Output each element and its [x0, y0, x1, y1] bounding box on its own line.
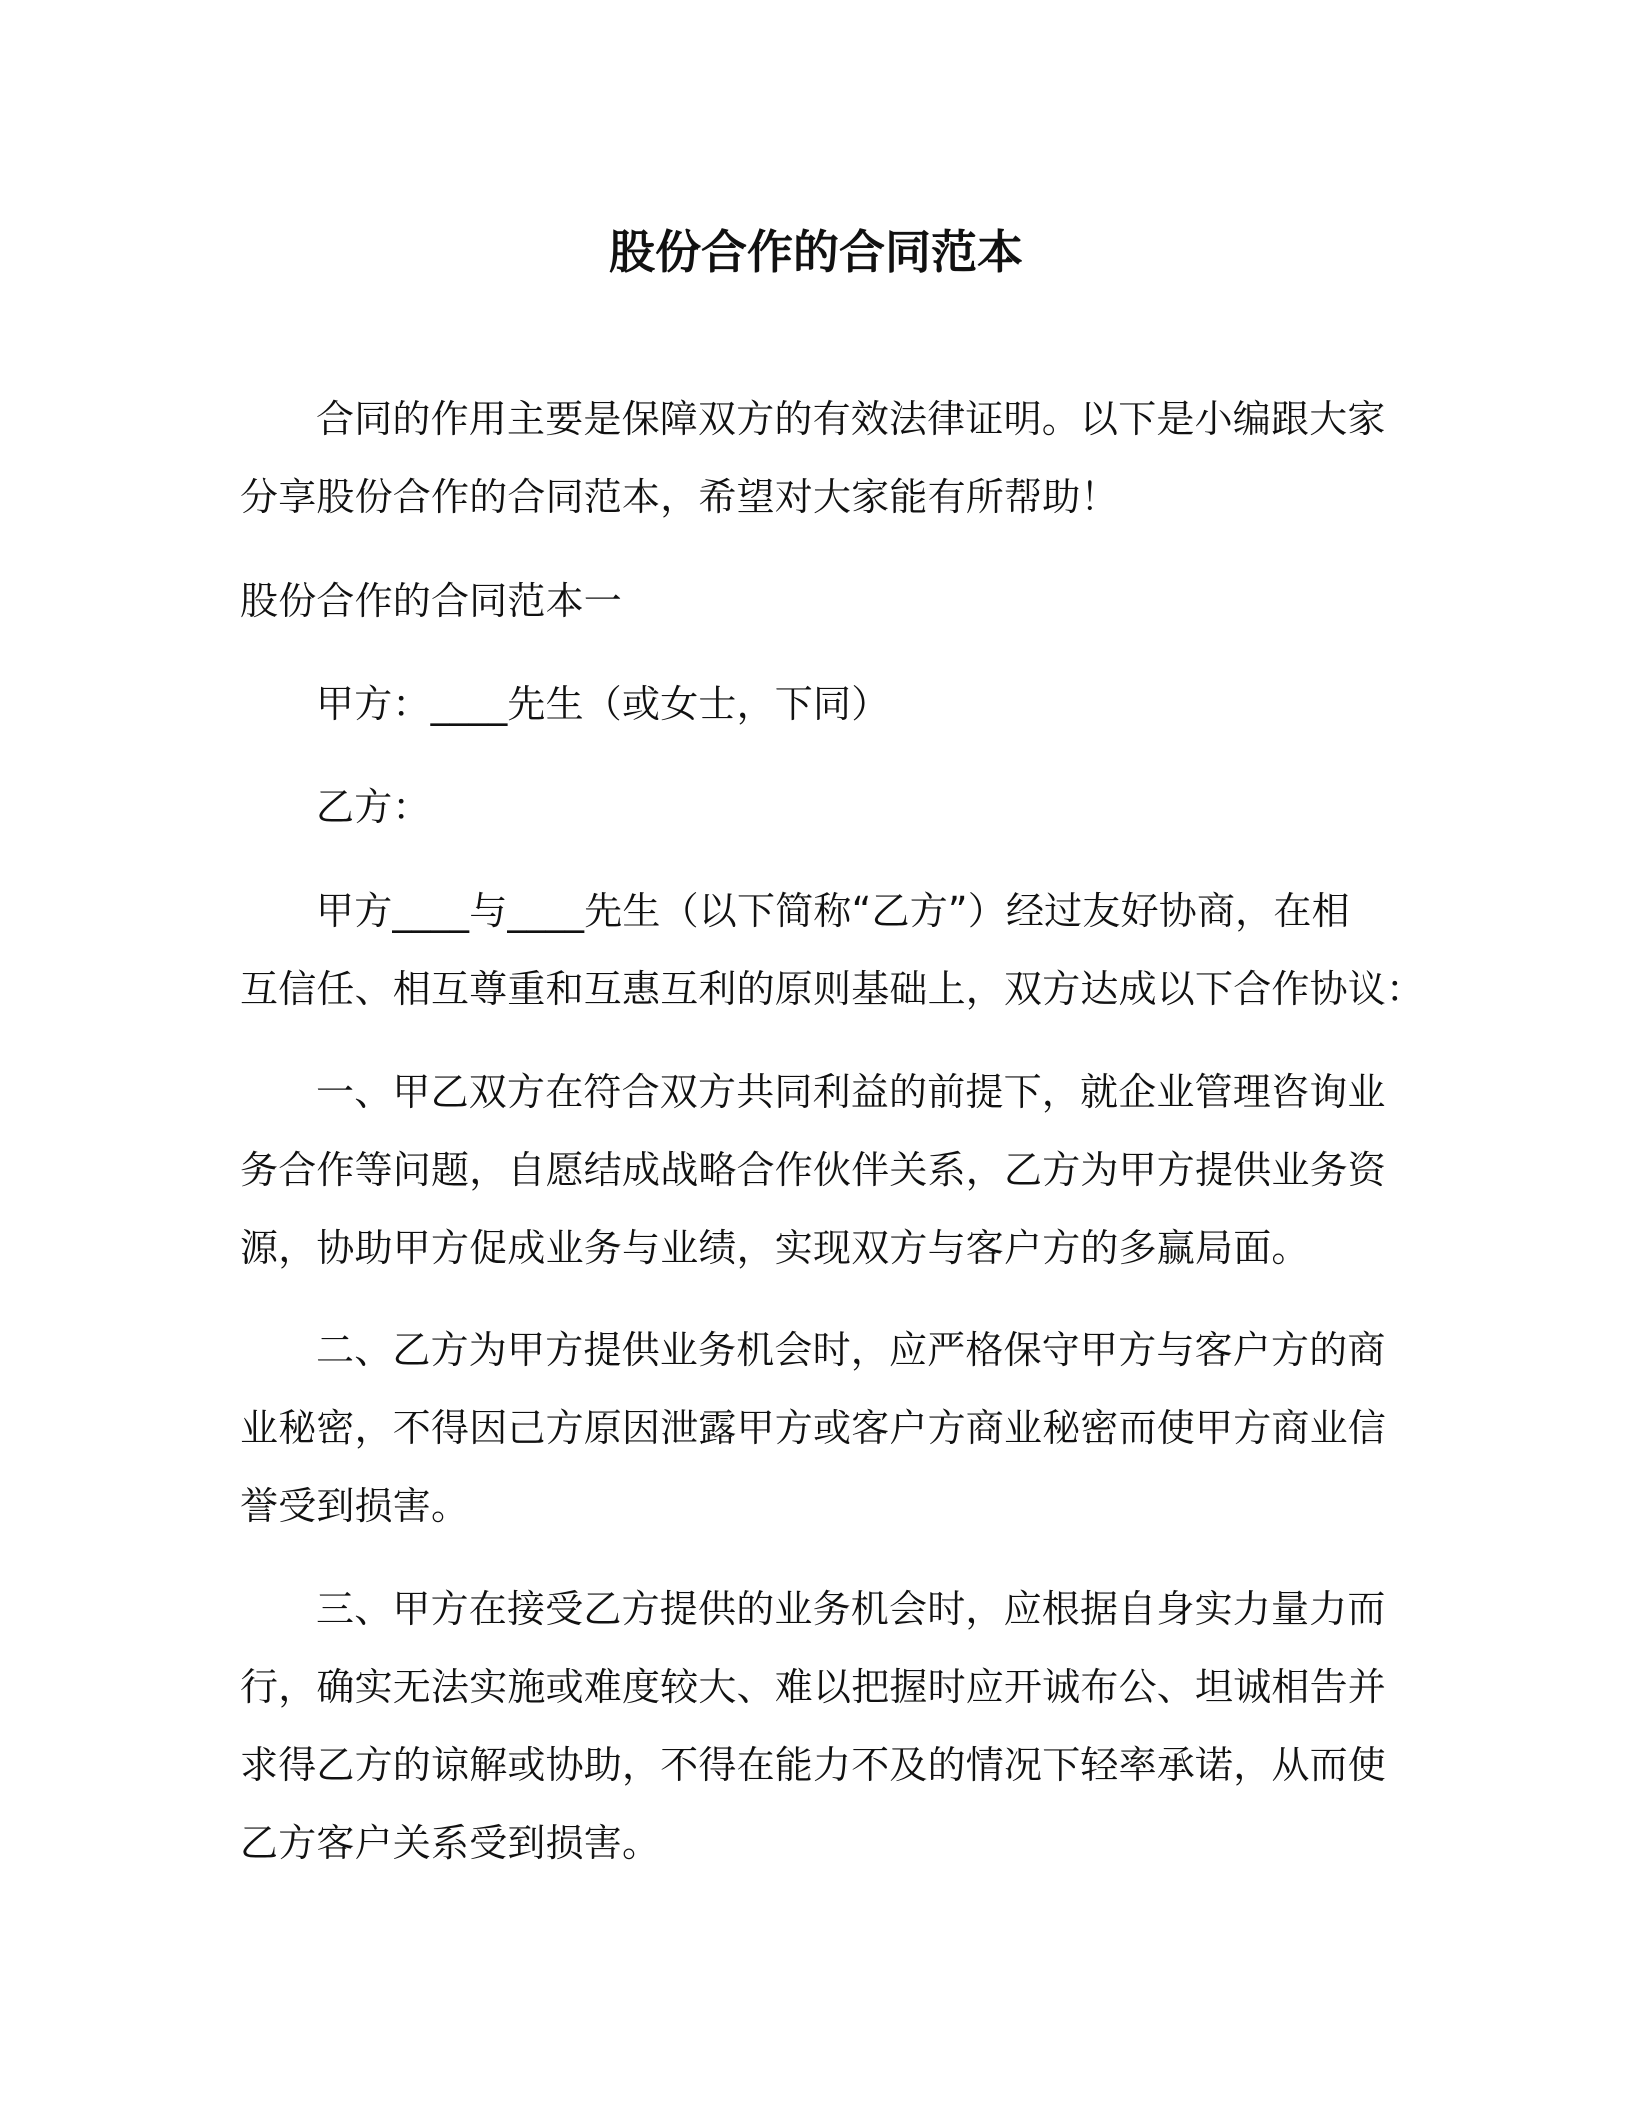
- intro-paragraph: [240, 380, 1386, 536]
- paragraph-line: 业秘密，不得因己方原因泄露甲方或客户方商业秘密而使甲方商业信: [240, 1406, 1387, 1450]
- paragraph-line: 股份合作的合同范本一: [240, 579, 623, 623]
- clause-one: [240, 1053, 1387, 1287]
- paragraph-line: 三、甲方在接受乙方提供的业务机会时，应根据自身实力量力而: [316, 1587, 1386, 1631]
- clause-two: [240, 1311, 1387, 1545]
- party-a-line: [240, 665, 1380, 743]
- paragraph-line: 求得乙方的谅解或协助，不得在能力不及的情况下轻率承诺，从而使: [240, 1743, 1387, 1787]
- paragraph-line: 行，确实无法实施或难度较大、难以把握时应开诚布公、坦诚相告并: [240, 1665, 1387, 1709]
- paragraph-line: 誉受到损害。: [240, 1484, 470, 1528]
- paragraph-line: 一、甲乙双方在符合双方共同利益的前提下，就企业管理咨询业: [316, 1070, 1386, 1114]
- document-title: 股份合作的合同范本: [609, 225, 1023, 279]
- preamble-paragraph: [240, 872, 1425, 1028]
- paragraph-line: 源，协助甲方促成业务与业绩，实现双方与客户方的多赢局面。: [240, 1226, 1310, 1270]
- paragraph-line: 甲方：____先生（或女士，下同）: [316, 682, 890, 726]
- paragraph-line: 互信任、相互尊重和互惠互利的原则基础上，双方达成以下合作协议：: [240, 967, 1425, 1011]
- paragraph-line: 二、乙方为甲方提供业务机会时，应严格保守甲方与客户方的商: [316, 1328, 1386, 1372]
- section-heading: [240, 562, 1380, 640]
- paragraph-line: 务合作等问题，自愿结成战略合作伙伴关系，乙方为甲方提供业务资: [240, 1148, 1387, 1192]
- party-b-line: [240, 768, 1380, 846]
- paragraph-line: 乙方：: [316, 785, 431, 829]
- paragraph-line: 甲方____与____先生（以下简称“乙方”）经过友好协商，在相: [316, 889, 1350, 933]
- paragraph-line: 合同的作用主要是保障双方的有效法律证明。以下是小编跟大家: [316, 397, 1386, 441]
- clause-three: [240, 1570, 1387, 1882]
- paragraph-line: 乙方客户关系受到损害。: [240, 1821, 661, 1865]
- paragraph-line: 分享股份合作的合同范本，希望对大家能有所帮助！: [240, 475, 1119, 519]
